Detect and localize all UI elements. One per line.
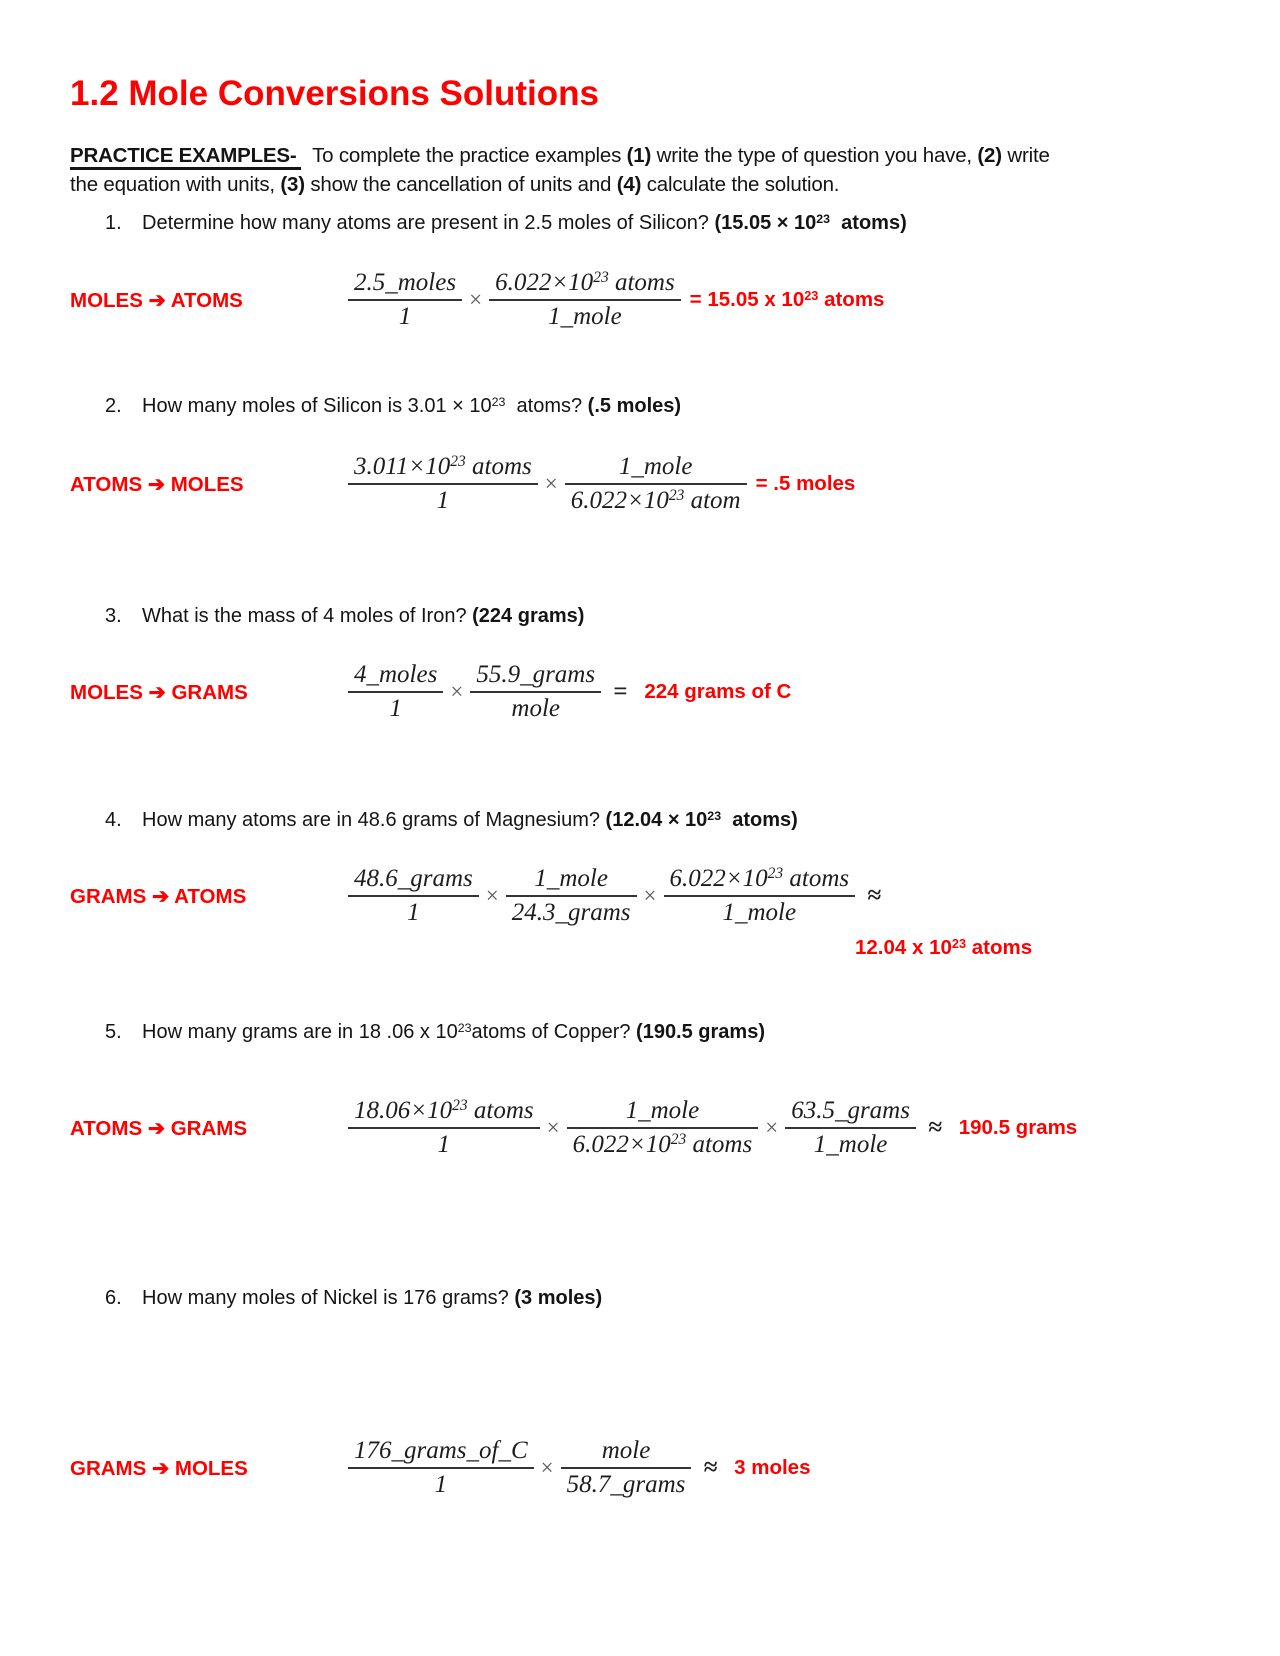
question-text [142,211,907,235]
fraction-denominator [489,301,681,333]
answer-line-segment: atoms [966,936,1033,959]
question-text-segment: 23 [707,808,722,823]
numerator-segment: 63.5_grams [791,1097,910,1124]
question-text-segment: atoms of Copper? [471,1021,637,1043]
question-text-segment: atoms? [505,395,588,417]
answer-segment: 3 moles [734,1456,811,1479]
question-number: 6. [105,1287,122,1309]
answer-line [855,936,1032,960]
denominator-segment: 1 [436,487,450,514]
fraction-numerator [348,659,443,691]
question-text-segment: (3 moles) [514,1287,603,1309]
denominator-segment: 6.022×10 [572,1131,671,1158]
work-row-2 [70,444,1230,524]
intro-text-segment: (1) [626,144,652,167]
numerator-segment: atoms [608,269,675,296]
intro-text-segment: (4) [616,173,642,196]
fraction-numerator [470,659,601,691]
fraction [348,1435,534,1501]
conversion-type-label: ATOMS ➔ MOLES [70,472,244,496]
question-text [142,1286,602,1310]
equals-sign: = [613,678,628,705]
intro-text-segment: To complete the practice examples [301,144,627,167]
question-text-segment: Determine how many atoms are present in 2.5 moles of Silicon? [142,212,715,234]
question-text-segment: How many moles of Nickel is 176 grams? [142,1287,515,1309]
numerator-segment: 176_grams_of_C [354,1437,528,1464]
fraction [785,1095,916,1161]
denominator-segment: 1 [398,303,412,330]
fraction [348,1095,540,1161]
answer-segment: = 15.05 x 10 [689,288,805,311]
numerator-segment: 23 [452,1097,468,1115]
equation [348,659,791,725]
question-text-segment: How many moles of Silicon is 3.01 × 10 [142,395,492,417]
intro-text-segment: write the type of question you have, [651,144,978,167]
numerator-segment: 6.022×10 [669,865,768,892]
numerator-segment: 1_mole [534,865,608,892]
answer-text [644,680,791,704]
conversion-type-label: GRAMS ➔ MOLES [70,1456,248,1480]
fraction-denominator [561,1469,692,1501]
question-number: 5. [105,1021,122,1043]
work-row-4 [70,856,1230,936]
question-text-segment: atoms) [830,212,907,234]
numerator-segment: 3.011×10 [354,453,451,480]
question-text-segment: 23 [457,1020,472,1035]
times-sign: × [469,287,483,312]
question-text-segment: How many atoms are in 48.6 grams of Magnesium? [142,809,606,831]
denominator-segment: 1_mole [548,303,622,330]
numerator-segment: 4_moles [354,661,438,688]
fraction-numerator [489,267,681,299]
question-1 [105,211,907,235]
fraction-denominator [348,1469,534,1501]
denominator-segment: 1_mole [722,899,797,926]
denominator-segment: 6.022×10 [570,487,669,514]
equation [348,451,855,517]
answer-line-segment: 12.04 x 10 [855,936,952,959]
fraction-numerator [565,451,747,483]
denominator-segment: mole [511,695,560,722]
page-title: 1.2 Mole Conversions Solutions [70,74,599,113]
fraction-denominator [506,897,637,929]
question-text [142,604,584,628]
fraction-numerator [348,267,462,299]
work-row-3 [70,652,1230,732]
times-sign: × [485,883,499,908]
question-text-segment: (12.04 × 10 [605,809,708,831]
answer-segment: 23 [804,287,819,303]
denominator-segment: 1 [407,899,420,926]
fraction-denominator [470,693,601,725]
fraction [348,267,462,333]
question-2 [105,394,681,418]
fraction-numerator [348,863,479,895]
question-text-segment: What is the mass of 4 moles of Iron? [142,605,473,627]
answer-text [756,472,856,496]
denominator-segment: 1 [389,695,402,722]
answer-text [734,1456,810,1480]
numerator-segment: 18.06×10 [354,1097,453,1124]
answer-segment: = .5 moles [755,472,856,495]
numerator-segment: atoms [467,1097,534,1124]
conversion-type-label: MOLES ➔ ATOMS [70,288,243,312]
fraction-numerator [348,1435,534,1467]
question-text-segment: atoms) [721,809,798,831]
question-number: 2. [105,395,122,417]
fraction-numerator [561,1435,692,1467]
numerator-segment: 48.6_grams [354,865,473,892]
numerator-segment: 23 [767,865,784,883]
numerator-segment: 23 [450,453,466,471]
numerator-segment: 1_mole [618,453,693,480]
denominator-segment: 23 [670,1131,687,1149]
fraction [565,451,747,517]
numerator-segment: atoms [783,865,850,892]
numerator-segment: 1_mole [625,1097,700,1124]
numerator-segment: 2.5_moles [354,269,457,296]
times-sign: × [540,1455,554,1480]
fraction-denominator [348,1129,540,1161]
approx-sign: ≈ [867,882,881,909]
numerator-segment: mole [601,1437,651,1464]
question-6 [105,1286,602,1310]
question-text-segment: (15.05 × 10 [714,212,817,234]
fraction [567,1095,759,1161]
denominator-segment: 1 [434,1471,448,1498]
denominator-segment: 1_mole [813,1131,888,1158]
numerator-segment: 6.022×10 [495,269,594,296]
equation [348,1435,810,1501]
denominator-segment: 24.3_grams [511,899,631,926]
question-number: 1. [105,212,122,234]
question-text [142,394,681,418]
fraction-denominator [348,897,479,929]
fraction [348,451,538,517]
question-4 [105,808,798,832]
fraction-numerator [785,1095,916,1127]
answer-text [690,288,885,312]
times-sign: × [765,1115,779,1140]
denominator-segment: 23 [668,487,685,505]
fraction [348,659,443,725]
question-text [142,808,798,832]
answer-segment: 190.5 grams [958,1116,1078,1139]
equation [348,863,889,929]
denominator-segment: atoms [686,1131,753,1158]
conversion-type-label: ATOMS ➔ GRAMS [70,1116,248,1140]
denominator-segment: 1 [437,1131,451,1158]
fraction-denominator [348,693,443,725]
intro-text-segment: the equation with units, [70,173,281,196]
fraction [470,659,601,725]
fraction-denominator [785,1129,916,1161]
numerator-segment: 23 [593,269,609,287]
numerator-segment: atoms [465,453,532,480]
denominator-segment: atom [684,487,741,514]
numerator-segment: 55.9_grams [476,661,596,688]
fraction [506,863,637,929]
fraction [348,863,479,929]
fraction-numerator [567,1095,759,1127]
question-text-segment: 23 [816,211,831,226]
fraction [489,267,681,333]
fraction-numerator [348,451,538,483]
fraction [664,863,856,929]
question-text-segment: (224 grams) [472,605,585,627]
answer-segment: atoms [818,288,885,311]
work-row-6 [70,1428,1230,1508]
fraction-denominator [565,485,747,517]
answer-segment: 224 grams of C [644,680,792,703]
times-sign: × [643,883,657,908]
work-row-1 [70,260,1230,340]
conversion-type-label: GRAMS ➔ ATOMS [70,884,247,908]
times-sign: × [546,1115,560,1140]
times-sign: × [544,471,558,496]
intro-paragraph [70,141,1230,199]
approx-sign: ≈ [927,1114,942,1141]
equation [348,1095,1077,1161]
intro-heading: PRACTICE EXAMPLES- [70,144,301,170]
question-3 [105,604,584,628]
question-number: 3. [105,605,122,627]
intro-text-segment: (3) [280,173,305,196]
fraction-denominator [348,485,538,517]
question-number: 4. [105,809,122,831]
question-text-segment: 23 [491,394,506,409]
question-5 [105,1020,765,1044]
fraction [561,1435,692,1501]
intro-text-segment: show the cancellation of units and [304,173,617,196]
intro-text-segment: (2) [977,144,1002,167]
approx-sign: ≈ [703,1454,718,1481]
intro-text-segment: calculate the solution. [641,173,840,196]
answer-line-segment: 23 [951,935,967,951]
equation [348,267,884,333]
fraction-numerator [348,1095,540,1127]
intro-text-segment: write [1001,144,1050,167]
fraction-numerator [664,863,856,895]
question-text-segment: How many grams are in 18 .06 x 10 [142,1021,458,1043]
fraction-denominator [567,1129,759,1161]
question-text-segment: (.5 moles) [587,395,682,417]
fraction-denominator [348,301,462,333]
conversion-type-label: MOLES ➔ GRAMS [70,680,248,704]
question-text-segment: (190.5 grams) [636,1021,765,1043]
work-row-5 [70,1088,1230,1168]
fraction-numerator [506,863,637,895]
denominator-segment: 58.7_grams [566,1471,686,1498]
times-sign: × [450,679,464,704]
answer-text [959,1116,1078,1140]
fraction-denominator [664,897,856,929]
question-text [142,1020,765,1044]
